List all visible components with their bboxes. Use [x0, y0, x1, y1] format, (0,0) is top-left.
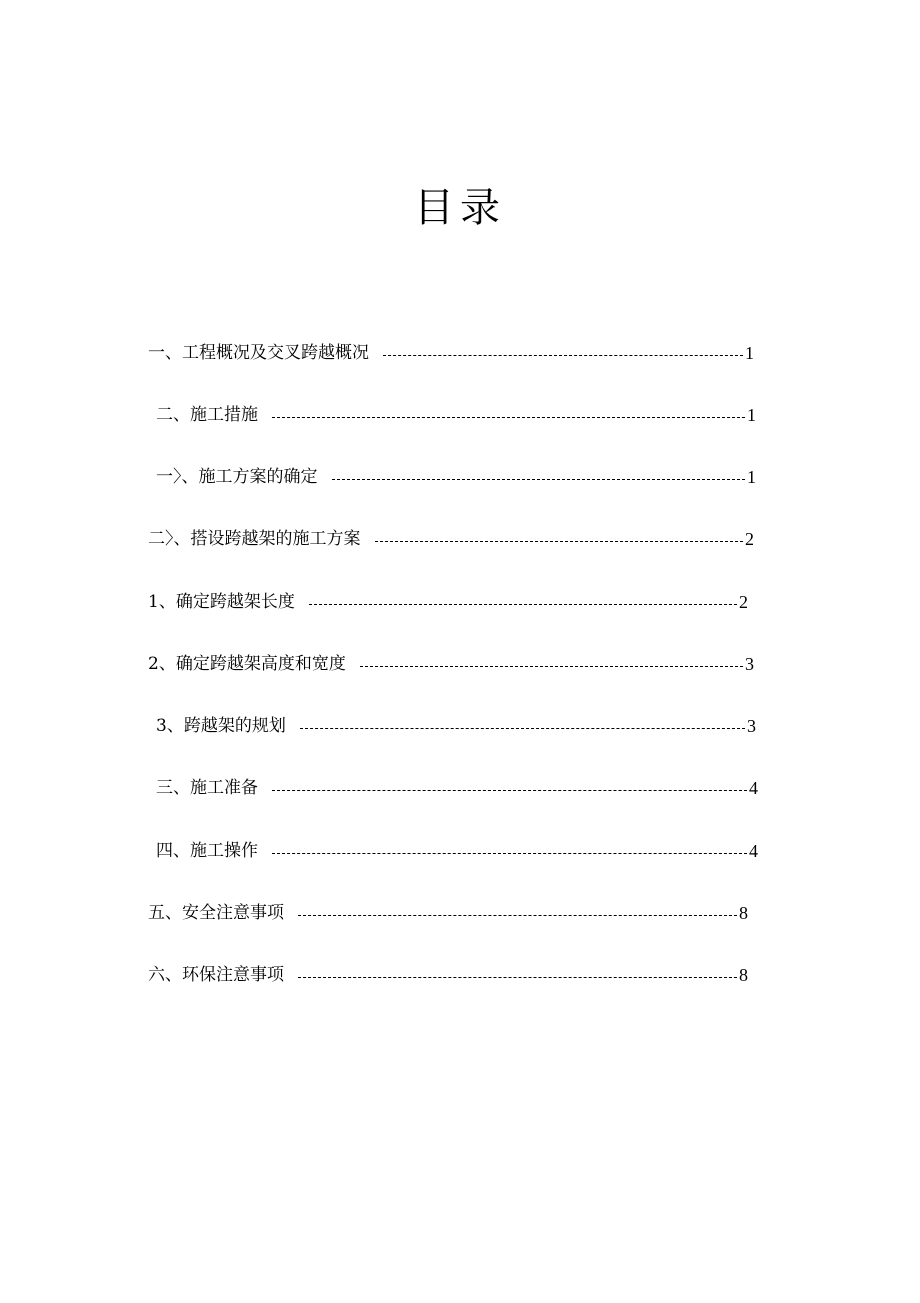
toc-entry-page-number: 4 — [749, 778, 758, 798]
toc-entry — [156, 713, 756, 739]
toc-dot-leader — [360, 666, 743, 667]
toc-dot-leader — [300, 728, 745, 729]
toc-entry-label: 二、施工措施 — [156, 405, 258, 425]
page-title: 目录 — [414, 185, 506, 231]
toc-entry-page-number: 3 — [745, 654, 754, 674]
toc-entry-label: 二〉、搭设跨越架的施工方案 — [148, 529, 361, 549]
toc-entry-page-number: 4 — [749, 841, 758, 861]
toc-dot-leader — [332, 479, 746, 480]
toc-entry — [148, 589, 748, 615]
toc-entry-page-number: 1 — [747, 405, 756, 425]
toc-entry-label: 一、工程概况及交叉跨越概况 — [148, 343, 369, 363]
toc-entry — [148, 526, 754, 552]
toc-dot-leader — [272, 417, 745, 418]
toc-entry — [148, 900, 748, 926]
toc-entry-label: 一〉、施工方案的确定 — [156, 467, 318, 487]
toc-entry — [156, 464, 756, 490]
toc-dot-leader — [298, 915, 737, 916]
toc-entry-label: 1、确定跨越架长度 — [148, 592, 295, 612]
toc-dot-leader — [272, 853, 747, 854]
toc-entry-label: 六、环保注意事项 — [148, 965, 284, 985]
toc-entry — [156, 402, 756, 428]
toc-entry-label: 三、施工准备 — [156, 778, 258, 798]
toc-dot-leader — [298, 977, 737, 978]
toc-entry-label: 3、跨越架的规划 — [156, 716, 286, 736]
toc-entry-page-number: 2 — [739, 592, 748, 612]
toc-dot-leader — [272, 790, 747, 791]
toc-entry — [156, 775, 758, 801]
toc-dot-leader — [375, 541, 744, 542]
toc-entry — [156, 838, 758, 864]
toc-entry-page-number: 2 — [745, 529, 754, 549]
toc-entry — [148, 340, 754, 366]
toc-entry-page-number: 3 — [747, 716, 756, 736]
toc-entry — [148, 962, 748, 988]
toc-entry-page-number: 1 — [745, 343, 754, 363]
toc-entry — [148, 651, 754, 677]
toc-entry-page-number: 8 — [739, 903, 748, 923]
toc-dot-leader — [309, 604, 737, 605]
toc-dot-leader — [383, 355, 743, 356]
toc-entry-label: 2、确定跨越架高度和宽度 — [148, 654, 346, 674]
toc-entry-page-number: 8 — [739, 965, 748, 985]
toc-entry-label: 四、施工操作 — [156, 841, 258, 861]
toc-entry-page-number: 1 — [747, 467, 756, 487]
toc-entry-label: 五、安全注意事项 — [148, 903, 284, 923]
